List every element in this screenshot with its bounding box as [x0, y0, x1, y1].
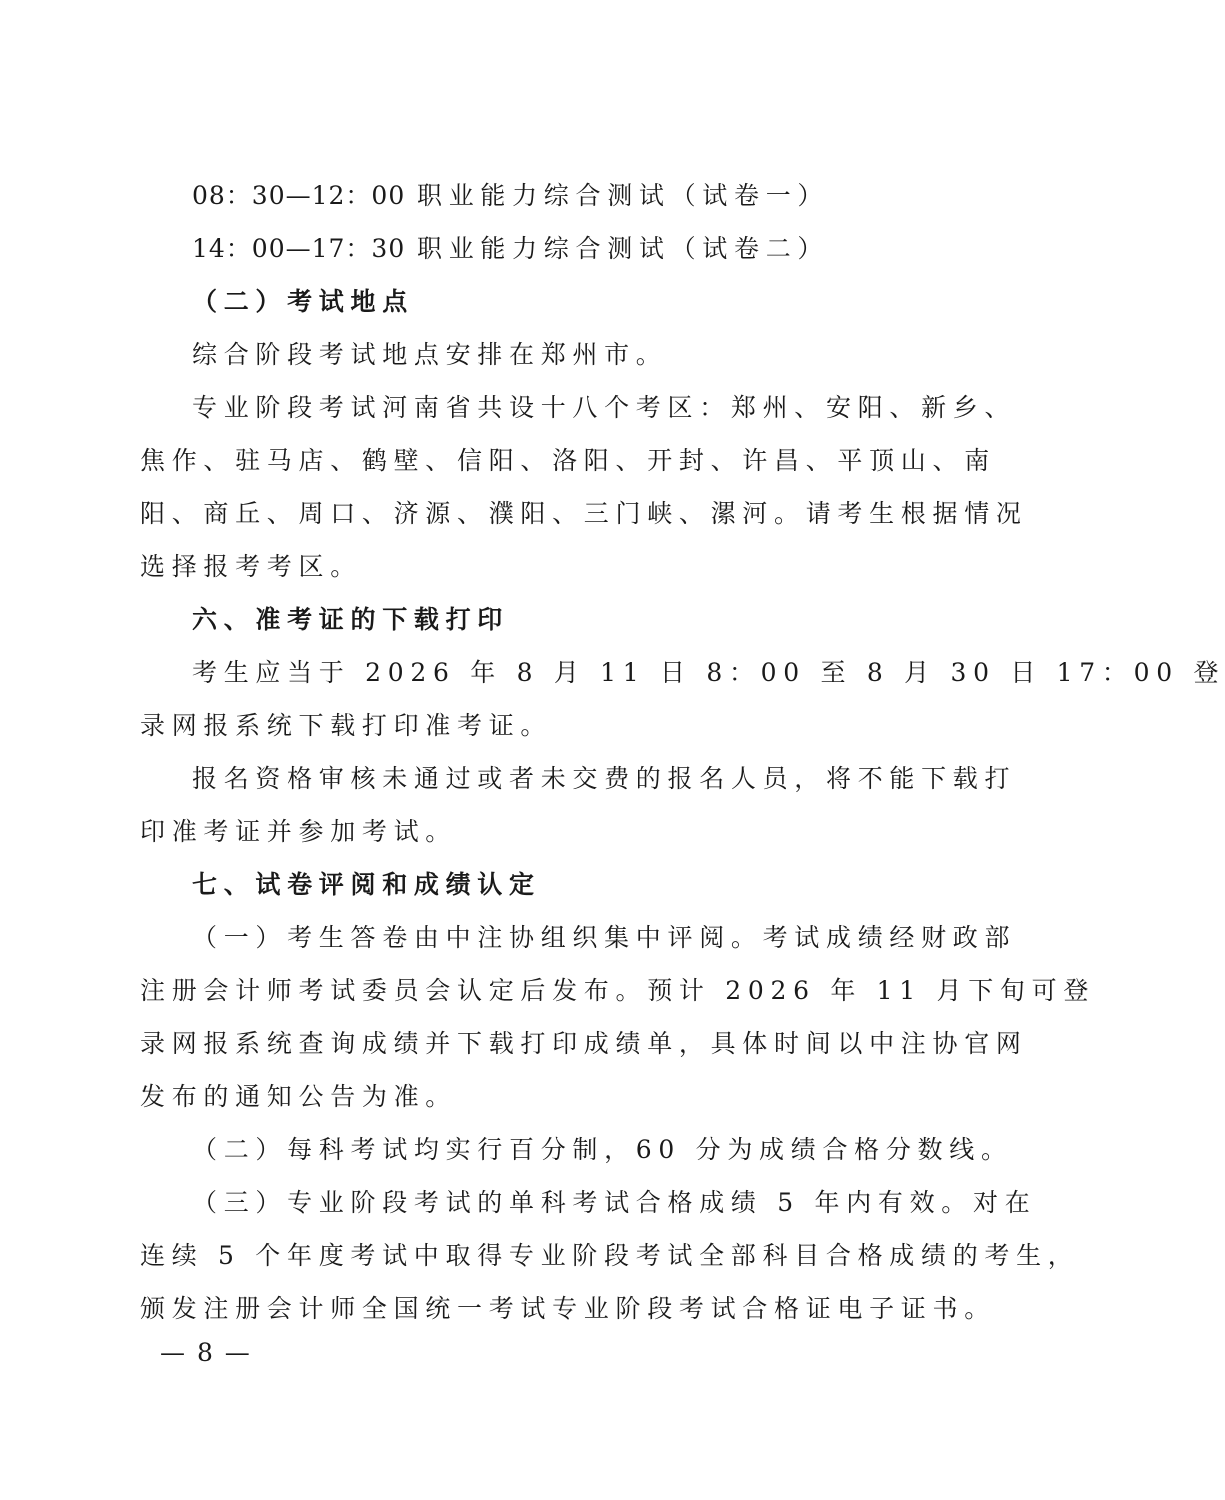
location-professional-line: 焦作、驻马店、鹤壁、信阳、洛阳、开封、许昌、平顶山、南 — [140, 446, 996, 475]
section6-paragraph-line: 考生应当于 2026 年 8 月 11 日 8：00 至 8 月 30 日 17：00 登 — [192, 658, 1225, 687]
location-heading: （二）考试地点 — [192, 287, 414, 316]
location-professional-line: 阳、商丘、周口、济源、濮阳、三门峡、漯河。请考生根据情况 — [140, 499, 1028, 528]
location-professional-line: 专业阶段考试河南省共设十八个考区：郑州、安阳、新乡、 — [192, 393, 1017, 422]
section7-paragraph-line: （二）每科考试均实行百分制，60 分为成绩合格分数线。 — [192, 1135, 1013, 1164]
location-professional-line: 选择报考考区。 — [140, 552, 362, 581]
section6-paragraph-line: 印准考证并参加考试。 — [140, 817, 458, 846]
schedule-subject: 职业能力综合测试（试卷一） — [417, 181, 830, 210]
section6-paragraph-line: 报名资格审核未通过或者未交费的报名人员，将不能下载打 — [192, 764, 1017, 793]
section6-paragraph-line: 录网报系统下载打印准考证。 — [140, 711, 553, 740]
section7-heading: 七、试卷评阅和成绩认定 — [192, 870, 541, 899]
section6-heading: 六、准考证的下载打印 — [192, 605, 510, 634]
section7-paragraph-line: （三）专业阶段考试的单科考试合格成绩 5 年内有效。对在 — [192, 1188, 1037, 1217]
schedule-time: 08：30—12：00 — [192, 181, 406, 210]
section7-paragraph-line: 注册会计师考试委员会认定后发布。预计 2026 年 11 月下旬可登 — [140, 976, 1096, 1005]
section7-paragraph-line: 发布的通知公告为准。 — [140, 1082, 458, 1111]
schedule-subject: 职业能力综合测试（试卷二） — [417, 234, 830, 263]
page-number: — 8 — — [160, 1338, 252, 1367]
section7-paragraph-line: （一）考生答卷由中注协组织集中评阅。考试成绩经财政部 — [192, 923, 1017, 952]
schedule-row-2 — [192, 231, 829, 267]
section7-paragraph-line: 录网报系统查询成绩并下载打印成绩单，具体时间以中注协官网 — [140, 1029, 1028, 1058]
schedule-time: 14：00—17：30 — [192, 234, 406, 263]
schedule-row-1 — [192, 178, 829, 214]
location-comprehensive: 综合阶段考试地点安排在郑州市。 — [192, 340, 668, 369]
section7-paragraph-line: 连续 5 个年度考试中取得专业阶段考试全部科目合格成绩的考生， — [140, 1241, 1080, 1270]
section7-paragraph-line: 颁发注册会计师全国统一考试专业阶段考试合格证电子证书。 — [140, 1294, 996, 1323]
